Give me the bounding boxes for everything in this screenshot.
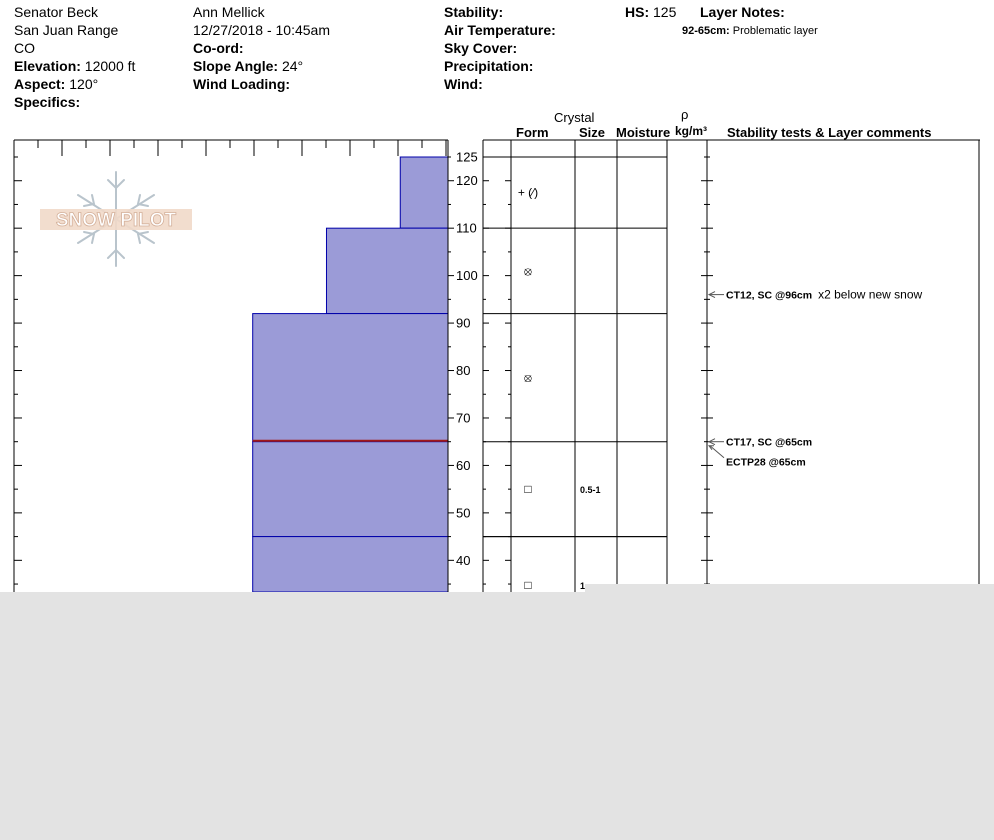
hardness-layer-2 <box>326 228 448 313</box>
logo-text: SNOW PILOT <box>55 210 177 231</box>
elevation-value: 12000 ft <box>84 58 136 74</box>
depth-label: 110 <box>456 220 477 236</box>
size-header: Size <box>579 125 606 140</box>
depth-label: 40 <box>456 552 471 568</box>
sky-cover-label: Sky Cover: <box>444 40 518 56</box>
density-unit-header: kg/m³ <box>675 124 708 138</box>
stability-test-1: CT12, SC @96cm x2 below new snow <box>726 287 923 302</box>
depth-label: 90 <box>456 315 471 331</box>
stability-test-3: ECTP28 @65cm <box>726 456 806 469</box>
crystal-form-3: ⦻ <box>524 370 532 385</box>
depth-label: 50 <box>456 505 471 521</box>
coord-label: Co-ord: <box>193 40 244 56</box>
crystal-size-4: 0.5-1 <box>580 485 601 496</box>
depth-label: 60 <box>456 457 471 473</box>
precipitation-label: Precipitation: <box>444 58 534 74</box>
mountain-range: San Juan Range <box>14 22 119 38</box>
aspect-label: Aspect: <box>14 76 66 92</box>
crystal-form-4: □ <box>524 482 532 497</box>
aspect-value: 120° <box>69 76 99 92</box>
hardness-layer-3 <box>253 314 448 442</box>
specifics-label: Specifics: <box>14 94 81 110</box>
moisture-header: Moisture <box>616 125 671 140</box>
slope-label: Slope Angle: <box>193 58 279 74</box>
screen-overlay <box>585 584 994 592</box>
slope-value: 24° <box>281 58 304 74</box>
layer-notes-label: Layer Notes: <box>700 4 785 20</box>
crystal-header: Crystal <box>554 110 595 125</box>
rho-header: ρ <box>681 107 689 122</box>
hardness-layer-5 <box>253 537 448 592</box>
stability-label: Stability: <box>444 4 504 20</box>
location-name: Senator Beck <box>14 4 99 20</box>
elevation-label: Elevation: <box>14 58 81 74</box>
snow-pilot-logo <box>40 172 192 266</box>
crystal-form-1: + (⁄) <box>517 185 539 200</box>
hs-value: 125 <box>653 4 677 20</box>
wind-label: Wind: <box>444 76 483 92</box>
air-temperature-label: Air Temperature: <box>444 22 556 38</box>
stability-comments-header: Stability tests & Layer comments <box>727 125 932 140</box>
depth-label: 125 <box>456 149 478 165</box>
hs-label: HS: <box>625 4 650 20</box>
layer-note-range: 92-65cm: <box>682 25 730 37</box>
crystal-form-5: □ <box>524 578 532 592</box>
depth-label: 100 <box>456 268 478 284</box>
depth-label: 70 <box>456 410 471 426</box>
observer-name: Ann Mellick <box>193 4 265 20</box>
observation-datetime: 12/27/2018 - 10:45am <box>193 22 330 38</box>
form-header: Form <box>516 125 549 140</box>
layer-note-text: Problematic layer <box>732 25 818 37</box>
test-pointer <box>710 446 724 458</box>
depth-label: 120 <box>456 173 478 189</box>
wind-loading-label: Wind Loading: <box>193 76 291 92</box>
state: CO <box>14 40 35 56</box>
hardness-layer-1 <box>400 157 448 228</box>
hardness-layer-4 <box>253 442 448 537</box>
depth-label: 80 <box>456 363 471 379</box>
crystal-size-5: 1 <box>580 581 586 591</box>
stability-test-2: CT17, SC @65cm <box>726 436 813 449</box>
crystal-form-2: ⦻ <box>524 263 532 278</box>
